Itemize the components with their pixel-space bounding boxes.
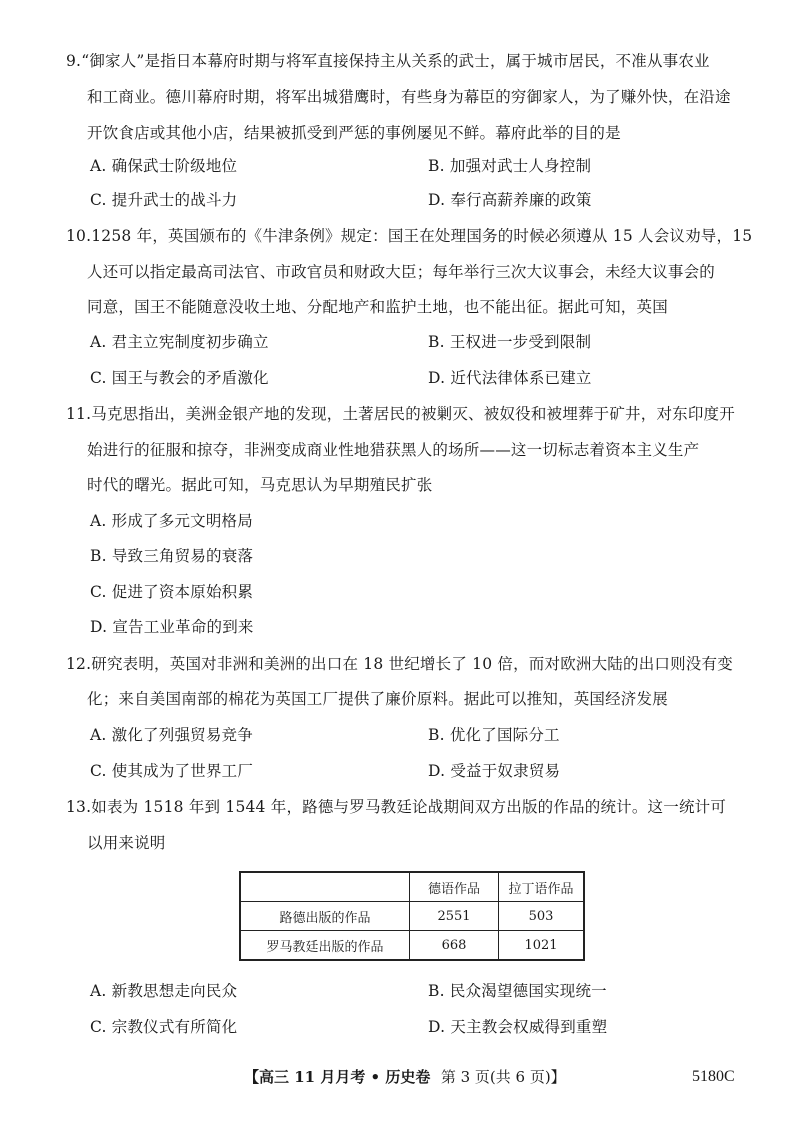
q12-stem-line-1: 12.研究表明，英国对非洲和美洲的出口在 18 世纪增长了 10 倍，而对欧洲大陆的出口则没有变 bbox=[66, 655, 733, 673]
table-header-row bbox=[240, 872, 584, 902]
footer-exam-name: 【高三 11 月月考 • 历史卷 bbox=[244, 1068, 431, 1086]
q13-option-b: B. 民众渴望德国实现统一 bbox=[428, 982, 607, 1000]
table-cell: 1021 bbox=[499, 931, 585, 961]
q13-option-d: D. 天主教会权威得到重塑 bbox=[428, 1018, 608, 1036]
q9-option-d: D. 奉行高薪养廉的政策 bbox=[428, 191, 592, 209]
q12-option-d: D. 受益于奴隶贸易 bbox=[428, 762, 561, 780]
q12-option-b: B. 优化了国际分工 bbox=[428, 726, 560, 744]
q11-stem-line-3: 时代的曙光。据此可知，马克思认为早期殖民扩张 bbox=[87, 476, 433, 494]
q9-stem-line-1: 9.“御家人”是指日本幕府时期与将军直接保持主从关系的武士，属于城市居民，不准从事农业 bbox=[66, 52, 710, 70]
q9-option-a: A. 确保武士阶级地位 bbox=[90, 157, 238, 175]
q12-stem-line-2: 化；来自美国南部的棉花为英国工厂提供了廉价原料。据此可以推知，英国经济发展 bbox=[87, 690, 668, 708]
q9-option-b: B. 加强对武士人身控制 bbox=[428, 157, 592, 175]
footer-exam-code: 5180C bbox=[692, 1068, 735, 1085]
q12-option-a: A. 激化了列强贸易竞争 bbox=[90, 726, 253, 744]
q9-stem-line-2: 和工商业。德川幕府时期，将军出城猎鹰时，有些身为幕臣的穷御家人，为了赚外快，在沿途 bbox=[87, 88, 731, 106]
q10-option-d: D. 近代法律体系已建立 bbox=[428, 369, 592, 387]
q10-stem-line-3: 同意，国王不能随意没收土地、分配地产和监护土地，也不能出征。据此可知，英国 bbox=[87, 298, 668, 316]
footer-title bbox=[244, 1067, 566, 1087]
footer-page-number: 第 3 页(共 6 页)】 bbox=[440, 1068, 566, 1086]
q10-option-b: B. 王权进一步受到限制 bbox=[428, 333, 592, 351]
q11-stem-line-1: 11.马克思指出，美洲金银产地的发现，土著居民的被剿灭、被奴役和被埋葬于矿井，对东印度开 bbox=[66, 405, 735, 423]
q11-stem-line-2: 始进行的征服和掠夺，非洲变成商业性地猎获黑人的场所——这一切标志着资本主义生产 bbox=[87, 441, 700, 459]
q11-option-b: B. 导致三角贸易的衰落 bbox=[90, 547, 254, 565]
q9-option-c: C. 提升武士的战斗力 bbox=[90, 191, 238, 209]
table-row-label: 路德出版的作品 bbox=[240, 902, 410, 931]
table-cell: 2551 bbox=[410, 902, 499, 931]
q12-option-c: C. 使其成为了世界工厂 bbox=[90, 762, 254, 780]
publication-stats-table bbox=[239, 871, 585, 961]
table-row bbox=[240, 902, 584, 931]
q10-stem-line-1: 10.1258 年，英国颁布的《牛津条例》规定：国王在处理国务的时候必须遵从 15 人会议劝导，15 bbox=[66, 227, 753, 245]
q13-option-a: A. 新教思想走向民众 bbox=[90, 982, 238, 1000]
q10-option-a: A. 君主立宪制度初步确立 bbox=[90, 333, 269, 351]
table-header-cell bbox=[240, 872, 410, 902]
q13-option-c: C. 宗教仪式有所简化 bbox=[90, 1018, 238, 1036]
table-header-cell: 拉丁语作品 bbox=[499, 872, 585, 902]
q13-stem-line-1: 13.如表为 1518 年到 1544 年，路德与罗马教廷论战期间双方出版的作品的统计。这一统计可 bbox=[66, 798, 727, 816]
q10-stem-line-2: 人还可以指定最高司法官、市政官员和财政大臣；每年举行三次大议事会，未经大议事会的 bbox=[87, 263, 716, 281]
q13-stem-line-2: 以用来说明 bbox=[87, 834, 166, 852]
table-cell: 503 bbox=[499, 902, 585, 931]
table-cell: 668 bbox=[410, 931, 499, 961]
table-row-label: 罗马教廷出版的作品 bbox=[240, 931, 410, 961]
q10-option-c: C. 国王与教会的矛盾激化 bbox=[90, 369, 269, 387]
table-row bbox=[240, 931, 584, 961]
q11-option-c: C. 促进了资本原始积累 bbox=[90, 583, 254, 601]
q9-stem-line-3: 开饮食店或其他小店，结果被抓受到严惩的事例屡见不鲜。幕府此举的目的是 bbox=[87, 124, 621, 142]
table-header-cell: 德语作品 bbox=[410, 872, 499, 902]
q11-option-d: D. 宣告工业革命的到来 bbox=[90, 618, 254, 636]
q11-option-a: A. 形成了多元文明格局 bbox=[90, 512, 253, 530]
